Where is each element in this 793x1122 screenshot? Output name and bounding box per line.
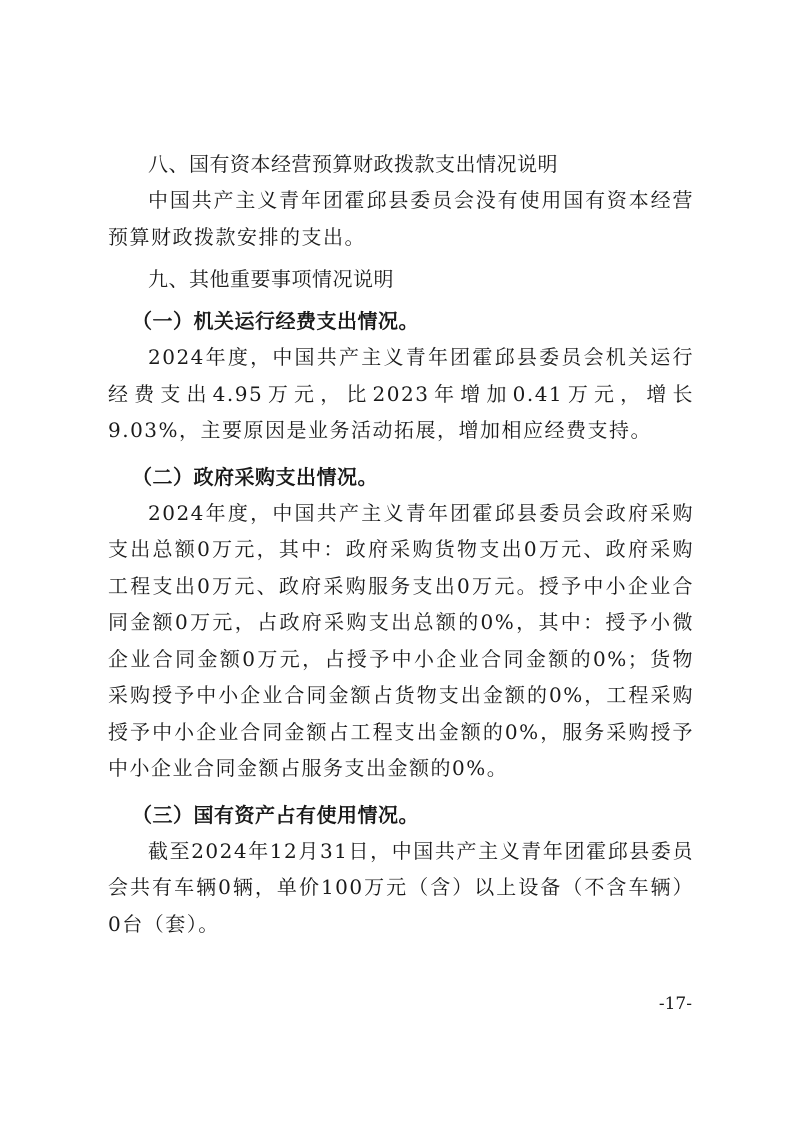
subsection-2-paragraph: 2024年度，中国共产主义青年团霍邱县委员会政府采购支出总额0万元，其中：政府采购货物支出0万元、政府采购工程支出0万元、政府采购服务支出0万元。授予中小企业合同金额0万元，占政府采购支出总额的0%，其中：授予小微企业合同金额0万元，占授予中小企业合同金额的0%；货物采购授予中小企业合同金额占货物支出金额的0%，工程采购授予中小企业合同金额占工程支出金额的0%，服务采购授予中小企业合同金额占服务支出金额的0%。 xyxy=(108,500,694,780)
subsection-1-heading: （一）机关运行经费支出情况。 xyxy=(132,309,419,333)
page-number: -17- xyxy=(658,994,692,1014)
section-8-heading: 八、国有资本经营预算财政拨款支出情况说明 xyxy=(148,152,558,176)
subsection-1-paragraph: 2024年度，中国共产主义青年团霍邱县委员会机关运行经费支出4.95万元，比2023年增加0.41万元，增长9.03%，主要原因是业务活动拓展，增加相应经费支持。 xyxy=(108,345,694,442)
section-9-heading: 九、其他重要事项情况说明 xyxy=(148,267,394,291)
subsection-3-heading: （三）国有资产占有使用情况。 xyxy=(132,802,419,827)
subsection-2-heading: （二）政府采购支出情况。 xyxy=(132,464,378,489)
subsection-3-paragraph: 截至2024年12月31日，中国共产主义青年团霍邱县委员会共有车辆0辆，单价100万元（含）以上设备（不含车辆）0台（套）。 xyxy=(108,838,694,936)
section-8-paragraph: 中国共产主义青年团霍邱县委员会没有使用国有资本经营预算财政拨款安排的支出。 xyxy=(108,188,694,249)
document-body xyxy=(108,146,694,942)
